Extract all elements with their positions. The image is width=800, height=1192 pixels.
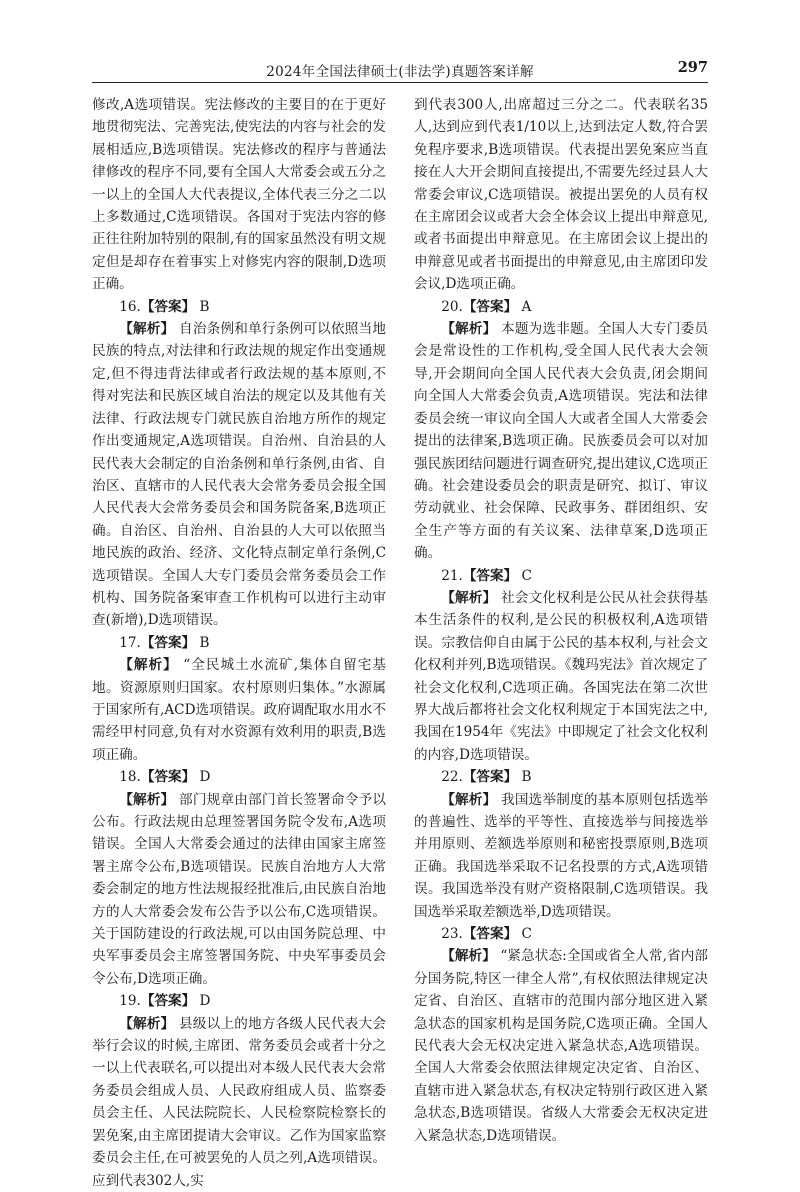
question-number: 19. bbox=[119, 993, 141, 1010]
left-column bbox=[92, 94, 386, 1192]
continued-paragraph: 修改,A选项错误。宪法修改的主要目的在于更好地贯彻宪法、完善宪法,使宪法的内容与社会的发展相适应,B选项错误。宪法修改的程序与普通法律修改的程序不同,要有全国人大常委会或五分之一以上的全国人大代表提议,全体代表三分之二以上多数通过,C选项错误。各国对于宪法内容的修正往往附加特别的限制,有的国家虽然没有明文规定但是却存在着事实上对修宪内容的限制,D选项正确。 bbox=[92, 97, 386, 293]
answer-value: D bbox=[199, 769, 211, 786]
continued-paragraph: 到代表300人,出席超过三分之二。代表联名35人,达到应到代表1/10以上,达到法定人数,符合罢免程序要求,B选项错误。代表提出罢免案应当直接在人大开会期间直接提出,不需要先经过县人大常委会审议,C选项错误。被提出罢免的人员有权在主席团会议或者大会全体会议上提出申辩意见,或者书面提出申辩意见。在主席团会议上提出的申辩意见或者书面提出的申辩意见,由主席团印发会议,D选项正确。 bbox=[414, 97, 708, 293]
explanation-text: 社会文化权利是公民从社会获得基本生活条件的权利,是公民的积极权利,A选项错误。宗教信仰自由属于公民的基本权利,与社会文化权利并列,B选项错误。《魏玛宪法》首次规定了社会文化权利,C选项正确。各国宪法在第二次世界大战后都将社会文化权利规定于本国宪法之中,我国在1954年《宪法》中即规定了社会文化权利的内容,D选项错误。 bbox=[414, 589, 709, 763]
explanation-paragraph bbox=[414, 587, 708, 766]
answer-label: 【答案】 bbox=[140, 993, 196, 1010]
answer-line bbox=[414, 766, 708, 788]
question-number: 21. bbox=[441, 567, 463, 584]
right-column bbox=[414, 94, 708, 1147]
answer-value: C bbox=[521, 926, 532, 943]
explanation-paragraph bbox=[414, 318, 708, 564]
question-number: 16. bbox=[119, 298, 141, 315]
answer-label: 【答案】 bbox=[462, 567, 518, 584]
question-number: 17. bbox=[119, 634, 141, 651]
explanation-label: 【解析】 bbox=[119, 791, 175, 808]
header-title: 2024年全国法律硕士(非法学)真题答案详解 bbox=[266, 64, 534, 80]
answer-line bbox=[92, 632, 386, 654]
answer-line bbox=[414, 923, 708, 945]
answer-label: 【答案】 bbox=[140, 634, 196, 651]
running-header bbox=[92, 58, 708, 83]
explanation-text: 县级以上的地方各级人民代表大会举行会议的时候,主席团、常务委员会或者十分之一以上代表联名,可以提出对本级人民代表大会常务委员会组成人员、人民政府组成人员、监察委员会主任、人民法院院长、人民检察院检察长的罢免案,由主席团提请大会审议。乙作为国家监察委员会主任,在可被罢免的人员之列,A选项错误。应到代表302人,实 bbox=[92, 1015, 387, 1189]
answer-label: 【答案】 bbox=[462, 769, 518, 786]
answer-label: 【答案】 bbox=[462, 926, 518, 943]
explanation-text: 部门规章由部门首长签署命令予以公布。行政法规由总理签署国务院令发布,A选项错误。全国人大常委会通过的法律由国家主席签署主席令公布,B选项错误。民族自治地方人大常委会制定的地方性法规报经批准后,由民族自治地方的人大常委会发布公告予以公布,C选项错误。关于国防建设的行政法规,可以由国务院总理、中央军事委员会主席签署国务院、中央军事委员会令公布,D选项正确。 bbox=[92, 791, 387, 987]
explanation-paragraph bbox=[414, 789, 708, 923]
answer-line bbox=[92, 766, 386, 788]
answer-value: B bbox=[521, 769, 532, 786]
explanation-text: “全民城土水流矿,集体自留宅基地。资源原则归国家。农村原则归集体。”水源属于国家所有,ACD选项错误。政府调配取水用水不需经甲村同意,负有对水资源有效利用的职责,B选项正确。 bbox=[92, 657, 386, 763]
explanation-label: 【解析】 bbox=[441, 791, 497, 808]
answer-line bbox=[92, 990, 386, 1012]
answer-label: 【答案】 bbox=[462, 298, 518, 315]
explanation-label: 【解析】 bbox=[119, 1015, 175, 1032]
answer-line bbox=[414, 296, 708, 318]
answer-line bbox=[414, 565, 708, 587]
explanation-paragraph bbox=[92, 318, 386, 632]
answer-value: A bbox=[521, 298, 532, 315]
explanation-paragraph bbox=[92, 654, 386, 766]
question-number: 20. bbox=[441, 298, 463, 315]
explanation-paragraph bbox=[92, 789, 386, 991]
explanation-label: 【解析】 bbox=[441, 321, 497, 338]
question-number: 18. bbox=[119, 769, 141, 786]
answer-value: D bbox=[199, 993, 211, 1010]
explanation-text: 我国选举制度的基本原则包括选举的普遍性、选举的平等性、直接选举与间接选举并用原则、差额选举原则和秘密投票原则,B选项正确。我国选举采取不记名投票的方式,A选项错误。我国选举没有财产资格限制,C选项错误。我国选举采取差额选举,D选项错误。 bbox=[414, 791, 709, 920]
answer-value: C bbox=[521, 567, 532, 584]
explanation-text: “紧急状态:全国或省全人常,省内部分国务院,特区一律全人常”,有权依照法律规定决定省、自治区、直辖市的范围内部分地区进入紧急状态的国家机构是国务院,C选项正确。全国人民代表大会无权决定进入紧急状态,A选项错误。全国人大常委会依照法律规定决定省、自治区、直辖市进入紧急状态,有权决定特别行政区进入紧急状态,B选项错误。省级人大常委会无权决定进入紧急状态,D选项错误。 bbox=[414, 948, 708, 1144]
explanation-label: 【解析】 bbox=[441, 589, 497, 606]
explanation-label: 【解析】 bbox=[119, 657, 178, 674]
answer-line bbox=[92, 296, 386, 318]
answer-value: B bbox=[199, 298, 210, 315]
explanation-text: 自治条例和单行条例可以依照当地民族的特点,对法律和行政法规的规定作出变通规定,但不得违背法律或者行政法规的基本原则,不得对宪法和民族区域自治法的规定以及其他有关法律、行政法规专门就民族自治地方所作的规定作出变通规定,A选项错误。自治州、自治县的人民代表大会制定的自治条例和单行条例,由省、自治区、直辖市的人民代表大会常务委员会报全国人民代表大会常务委员会和国务院备案,B选项正确。自治区、自治州、自治县的人大可以依照当地民族的政治、经济、文化特点制定单行条例,C选项错误。全国人大专门委员会常务委员会工作机构、国务院备案审查工作机构可以进行主动审查(新增),D选项错误。 bbox=[92, 321, 387, 629]
question-number: 23. bbox=[441, 926, 463, 943]
explanation-paragraph bbox=[92, 1013, 386, 1192]
question-number: 22. bbox=[441, 769, 463, 786]
answer-label: 【答案】 bbox=[140, 769, 196, 786]
answer-value: B bbox=[199, 634, 210, 651]
explanation-text: 本题为选非题。全国人大专门委员会是常设性的工作机构,受全国人民代表大会领导,开会期间向全国人民代表大会负责,闭会期间向全国人大常委会负责,A选项错误。宪法和法律委员会统一审议向全国人大或者全国人大常委会提出的法律案,B选项正确。民族委员会可以对加强民族团结问题进行调查研究,提出建议,C选项正确。社会建设委员会的职责是研究、拟订、审议劳动就业、社会保障、民政事务、群团组织、安全生产等方面的有关议案、法律草案,D选项正确。 bbox=[414, 321, 709, 562]
explanation-label: 【解析】 bbox=[119, 321, 175, 338]
explanation-label: 【解析】 bbox=[441, 948, 496, 965]
explanation-paragraph bbox=[414, 945, 708, 1147]
page-number: 297 bbox=[677, 59, 708, 76]
answer-label: 【答案】 bbox=[140, 298, 196, 315]
